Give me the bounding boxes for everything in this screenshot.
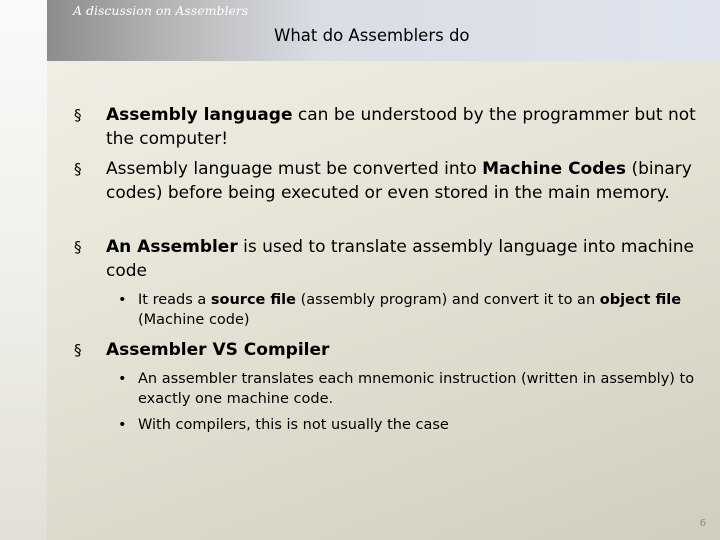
bullet-text: can be understood by the programmer but not the computer! [106,105,696,149]
bullet-marker: • [118,371,127,387]
bullet-assembler-vs-compiler [74,338,711,362]
bold-text: source file [210,292,296,308]
bold-text: object file [599,292,682,308]
bullet-text: (assembly program) and convert it to an [296,292,600,308]
bullet-text: is used to translate assembly language into machine code [106,237,694,281]
left-decor-strip [0,0,47,540]
bullet-marker: § [74,160,82,178]
bullet-text: (binary codes) before being executed or even stored in the main memory. [106,159,692,203]
sub-bullet-compilers [118,415,703,435]
sub-bullet-assembler-translates [118,369,703,409]
bullet-machine-codes [74,157,711,205]
slide-title: What do Assemblers do [274,26,470,45]
bullet-text: Assembly language must be converted into [106,159,483,179]
bold-text: Assembly language [106,105,293,125]
series-title: A discussion on Assemblers [73,3,249,18]
bullet-text: With compilers, this is not usually the case [138,417,449,433]
bullet-text: An assembler translates each mnemonic instruction (written in assembly) to exactly one machine code. [138,371,695,407]
bullet-text: It reads a [138,292,211,308]
bullet-text: (Machine code) [138,312,250,328]
bold-text: An Assembler [106,237,238,257]
bold-text: Machine Codes [482,159,627,179]
bullet-assembly-language [74,103,711,151]
bold-text: Assembler VS Compiler [106,340,330,360]
bullet-marker: § [74,341,82,359]
bullet-marker: § [74,106,82,124]
bullet-an-assembler [74,235,711,283]
page-number: 6 [699,518,706,529]
sub-bullet-source-file [118,290,703,330]
bullet-marker: § [74,238,82,256]
bullet-marker: • [118,292,127,308]
bullet-marker: • [118,417,127,433]
